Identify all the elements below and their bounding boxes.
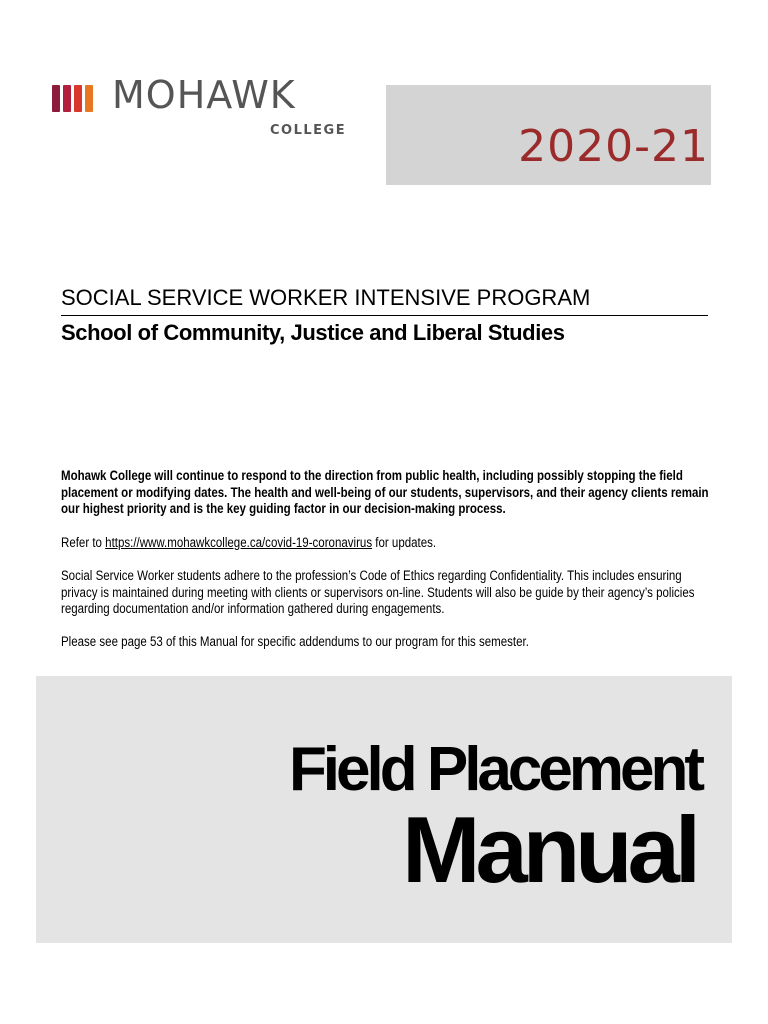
logo-bar bbox=[74, 85, 82, 112]
year-banner bbox=[386, 85, 711, 185]
logo-bar bbox=[52, 85, 60, 112]
logo-bar bbox=[63, 85, 71, 112]
refer-paragraph bbox=[61, 535, 711, 552]
mohawk-college-logo bbox=[52, 73, 352, 142]
program-title: SOCIAL SERVICE WORKER INTENSIVE PROGRAM bbox=[61, 285, 708, 316]
refer-prefix: Refer to bbox=[61, 535, 106, 550]
manual-subtitle: Manual bbox=[402, 797, 696, 902]
school-name: School of Community, Justice and Liberal Studies bbox=[61, 320, 565, 345]
logo-bars-icon bbox=[52, 85, 93, 112]
academic-year: 2020-21 bbox=[518, 121, 709, 172]
logo-subtitle: COLLEGE bbox=[270, 123, 347, 138]
covid-notice: Mohawk College will continue to respond to the direction from public health, including possibly stopping the field placement or modifying dates. The health and well-being of our students, supervisors, and their agency clients remain our highest priority and is the key guiding factor in our decision-making process. bbox=[61, 468, 709, 516]
logo-bar bbox=[85, 85, 93, 112]
refer-suffix: for updates. bbox=[372, 535, 437, 550]
logo-wordmark: MOHAWK bbox=[112, 73, 296, 117]
covid-updates-link[interactable]: https://www.mohawkcollege.ca/covid-19-coronavirus bbox=[105, 535, 373, 550]
confidentiality-paragraph: Social Service Worker students adhere to the profession’s Code of Ethics regarding Confidentiality. This includes ensuring privacy is maintained during meeting with clients or supervisors on-line. Students will also be guide by their agency’s policies regarding documentation and/or information gathered during engagements. bbox=[61, 568, 695, 616]
addendum-paragraph: Please see page 53 of this Manual for specific addendums to our program for this semester. bbox=[61, 634, 529, 649]
manual-title: Field Placement bbox=[288, 735, 701, 804]
manual-title-banner bbox=[36, 676, 732, 943]
